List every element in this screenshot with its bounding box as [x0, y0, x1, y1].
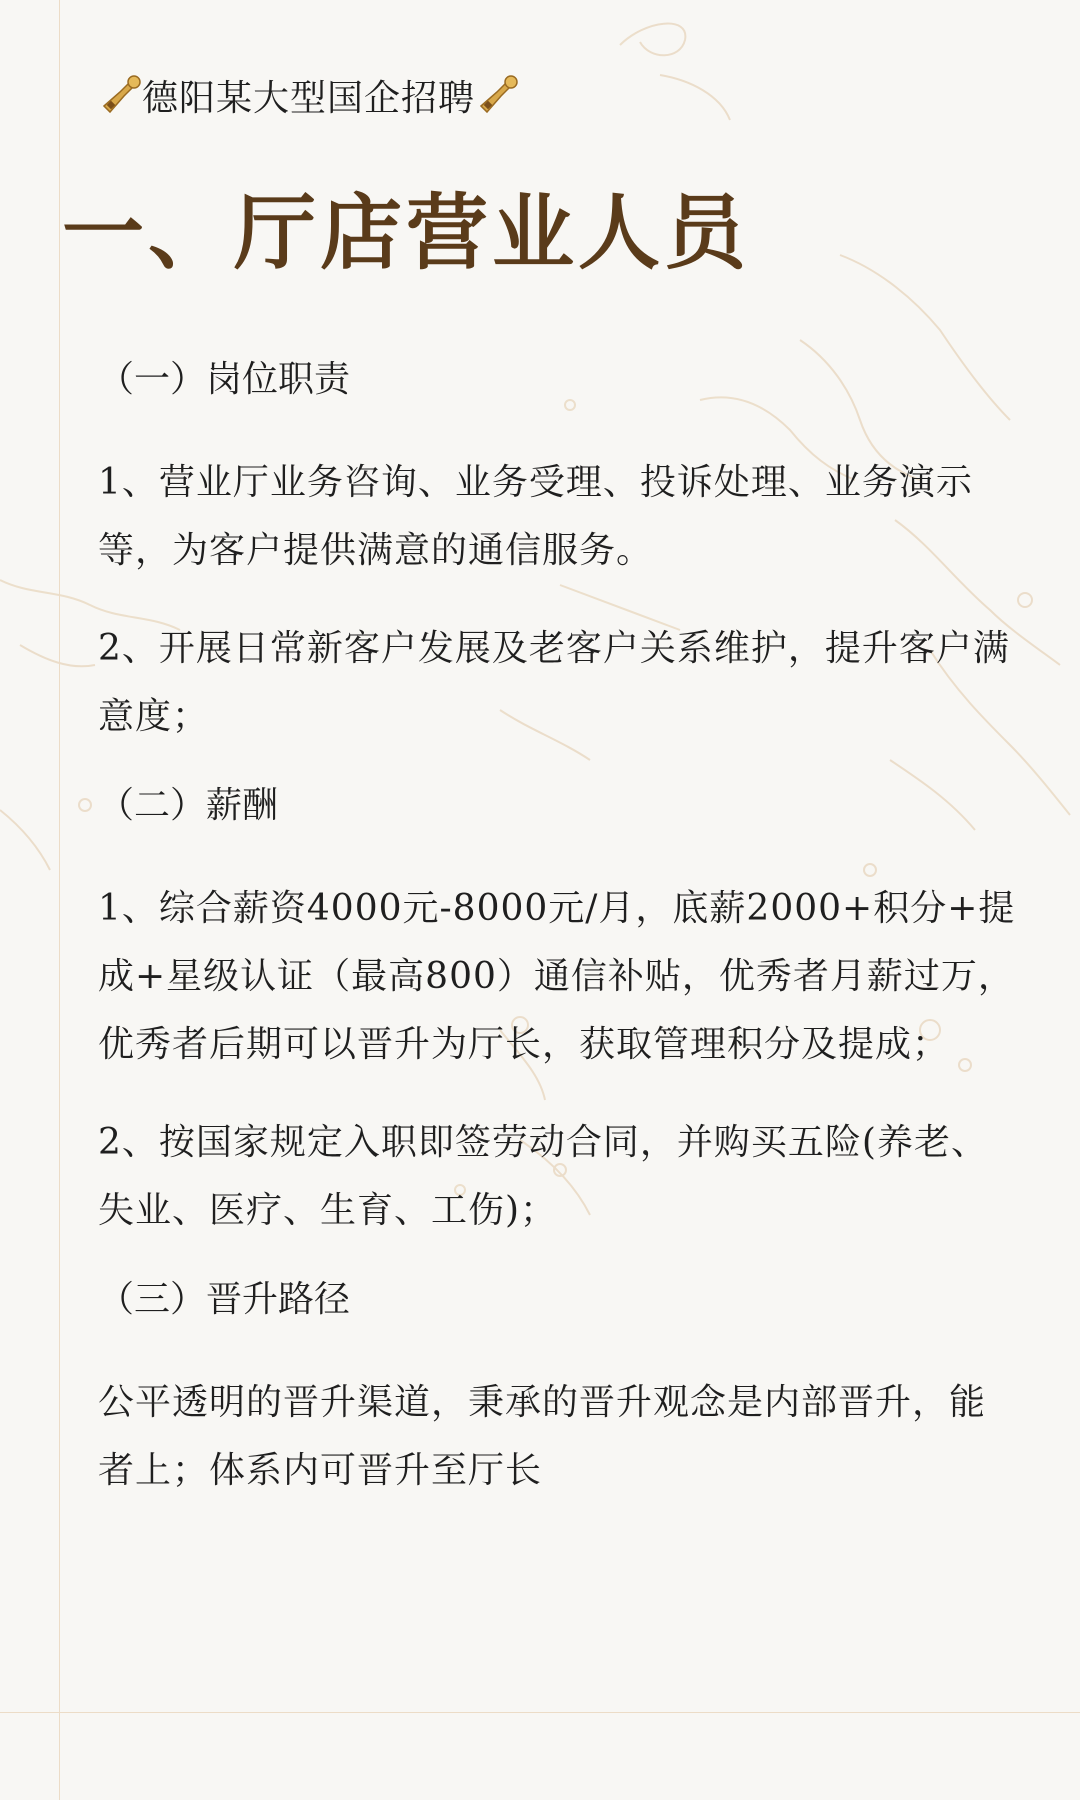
trumpet-icon — [98, 74, 142, 118]
paragraph: 2、开展日常新客户发展及老客户关系维护，提升客户满意度； — [98, 628, 1010, 737]
paragraph: 1、营业厅业务咨询、业务受理、投诉处理、业务演示等，为客户提供满意的通信服务。 — [98, 462, 973, 571]
post-header — [98, 70, 519, 121]
bottom-divider — [0, 1712, 1080, 1713]
section-heading: （一）岗位职责 — [98, 359, 351, 400]
section-responsibilities — [98, 355, 1020, 751]
content-body — [98, 355, 1020, 1535]
left-margin-line — [59, 0, 60, 1800]
trumpet-icon — [475, 74, 519, 118]
paragraph: 公平透明的晋升渠道，秉承的晋升观念是内部晋升，能者上；体系内可晋升至厅长 — [98, 1382, 987, 1491]
paragraph: 2、按国家规定入职即签劳动合同，并购买五险(养老、失业、医疗、生育、工伤)； — [98, 1122, 988, 1231]
section-promotion — [98, 1275, 1020, 1505]
paragraph: 1、综合薪资4000元-8000元/月，底薪2000+积分+提成+星级认证（最高800）通信补贴，优秀者月薪过万，优秀者后期可以晋升为厅长，获取管理积分及提成； — [98, 888, 1016, 1065]
header-title: 德阳某大型国企招聘 — [142, 78, 476, 119]
section-heading: （二）薪酬 — [98, 785, 279, 826]
section-salary — [98, 781, 1020, 1245]
page-title: 一、厅店营业人员 — [62, 185, 751, 281]
section-heading: （三）晋升路径 — [98, 1279, 351, 1320]
